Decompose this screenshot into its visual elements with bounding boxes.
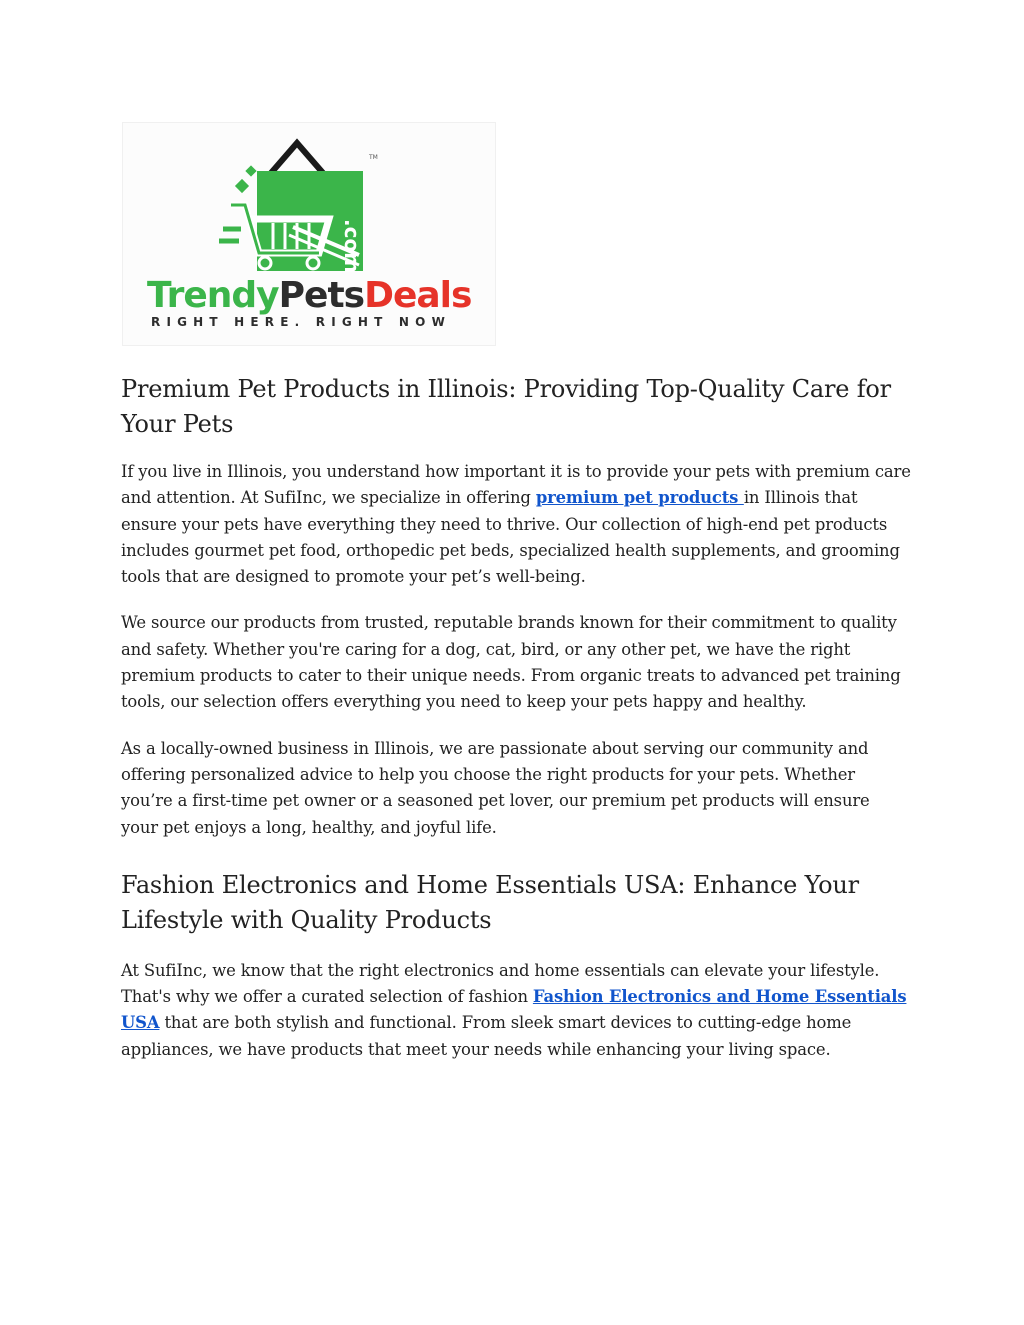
wordmark-deals: Deals xyxy=(364,275,472,316)
paragraph-electronics-text-before: At SufiInc, we know that the right electronics and home essentials can elevate your lifestyle. That's why we offer a curated selection of fashion xyxy=(121,960,880,1007)
logo xyxy=(122,122,496,346)
wordmark-pets: Pets xyxy=(278,275,365,316)
dotcom-text: .com xyxy=(340,219,364,274)
logo-tagline: RIGHT HERE. RIGHT NOW xyxy=(151,315,452,329)
trademark-text: TM xyxy=(369,154,378,161)
paragraph-electronics-text-after: that are both stylish and functional. From sleek smart devices to cutting-edge home appliances, we have products that meet your needs while enhancing your living space. xyxy=(121,1013,852,1059)
paragraph-intro xyxy=(121,459,911,590)
trendypetsdeals-logo xyxy=(123,123,495,345)
link-fashion-electronics[interactable]: Fashion Electronics and Home Essentials USA xyxy=(121,987,907,1033)
bag-handle-icon xyxy=(271,143,323,173)
paragraph-intro-text-after: in Illinois that ensure your pets have everything they need to thrive. Our collection of high-end pet products includes gourmet pet food, orthopedic pet beds, specialized health supplements, and grooming tools that are designed to promote your pet’s well-being. xyxy=(121,488,900,587)
heading-premium-pet-products: Premium Pet Products in Illinois: Providing Top-Quality Care for Your Pets xyxy=(121,375,891,438)
article xyxy=(121,372,911,1083)
paragraph-sourcing: We source our products from trusted, reputable brands known for their commitment to quality and safety. Whether you're caring for a dog, cat, bird, or any other pet, we have the right premium products to cater to their unique needs. From organic treats to advanced pet training tools, our selection offers everything you need to keep your pets happy and healthy. xyxy=(121,613,901,712)
heading-fashion-electronics: Fashion Electronics and Home Essentials USA: Enhance Your Lifestyle with Quality Products xyxy=(121,870,859,934)
paragraph-electronics xyxy=(121,958,911,1063)
paragraph-intro-text-before: If you live in Illinois, you understand how important it is to provide your pets with premium care and attention. At SufiInc, we specialize in offering xyxy=(121,462,911,508)
wordmark-trendy: Trendy xyxy=(147,275,279,316)
link-premium-pet-products[interactable]: premium pet products xyxy=(535,488,744,508)
wordmark xyxy=(147,275,471,316)
paragraph-local-business: As a locally-owned business in Illinois, we are passionate about serving our community and offering personalized advice to help you choose the right products for your pets. Whether you’re a first-time pet owner or a seasoned pet lover, our premium pet products will ensure your pet enjoys a long, healthy, and joyful life. xyxy=(121,738,870,837)
